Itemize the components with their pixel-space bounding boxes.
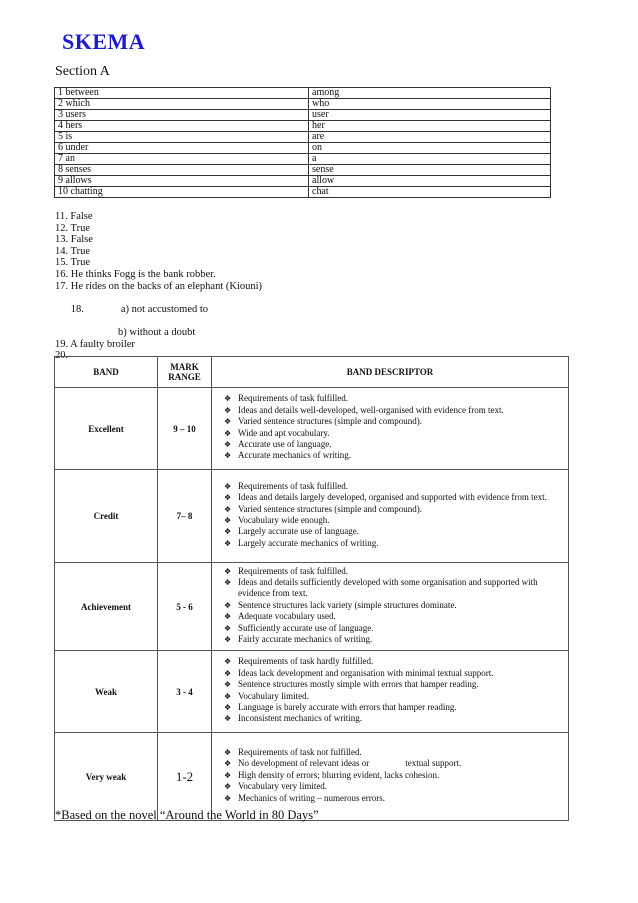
descriptor-item (224, 515, 564, 526)
descriptor-text: Vocabulary wide enough. (238, 515, 330, 525)
mark-range-header-line1: MARK (170, 362, 199, 372)
answer-table-row (55, 88, 551, 99)
answer-original-cell: 3 users (55, 110, 309, 121)
answer-18-a: a) not accustomed to (120, 303, 209, 315)
rubric-table (54, 356, 569, 821)
descriptor-cell (212, 563, 569, 651)
diamond-bullet-icon: ❖ (224, 680, 232, 690)
answer-correction-cell: chat (309, 187, 551, 198)
descriptor-text: Ideas and details largely developed, organised and supported with evidence from text. (238, 492, 547, 503)
mark-range-cell: 9 – 10 (158, 388, 212, 470)
diamond-bullet-icon: ❖ (224, 516, 232, 525)
descriptor-text: Accurate mechanics of writing. (238, 450, 351, 461)
descriptor-text: Inconsistent mechanics of writing. (238, 713, 362, 724)
descriptor-item (224, 481, 564, 492)
answer-original-cell: 1 between (55, 88, 309, 99)
footnote: *Based on the novel “Around the World in 80 Days” (55, 808, 319, 822)
descriptor-text: Varied sentence structures (simple and compound). (238, 416, 422, 427)
answer-18 (55, 292, 262, 327)
descriptor-text: No development of relevant ideas or textual support. (238, 758, 462, 769)
rubric-row (55, 470, 569, 563)
descriptor-item (224, 538, 564, 549)
descriptor-text: Mechanics of writing – numerous errors. (238, 792, 385, 803)
rubric-row (55, 651, 569, 733)
page-title: SKEMA (62, 29, 146, 54)
descriptor-item (224, 504, 564, 515)
band-cell: Excellent (55, 388, 158, 470)
diamond-bullet-icon: ❖ (224, 417, 232, 427)
answer-item: 16. He thinks Fogg is the bank robber. (55, 268, 216, 280)
descriptor-text: Ideas and details well-developed, well-organised with evidence from text. (238, 404, 504, 415)
descriptor-text: Accurate use of language. (238, 438, 332, 449)
answer-correction-cell: are (309, 132, 551, 143)
diamond-bullet-icon: ❖ (224, 538, 232, 548)
descriptor-text: Language is barely accurate with errors that hamper reading. (238, 701, 457, 712)
descriptor-item (224, 439, 564, 450)
diamond-bullet-icon: ❖ (224, 394, 232, 404)
mark-range-header (158, 357, 212, 388)
answer-table-row (55, 110, 551, 121)
diamond-bullet-icon: ❖ (224, 481, 232, 491)
descriptor-text: Requirements of task hardly fulfilled. (238, 656, 374, 667)
diamond-bullet-icon: ❖ (224, 493, 232, 503)
descriptor-item (224, 577, 564, 600)
descriptor-item (224, 566, 564, 577)
answer-table (54, 87, 551, 198)
answer-item: 14. True (55, 245, 91, 257)
answer-item: 17. He rides on the backs of an elephant (Kiouni) (55, 280, 263, 292)
answer-correction-cell: among (309, 88, 551, 99)
diamond-bullet-icon: ❖ (224, 793, 232, 803)
descriptor-text: Wide and apt vocabulary. (238, 427, 330, 438)
descriptor-text: Requirements of task not fulfilled. (238, 746, 362, 757)
answer-list (55, 211, 262, 362)
descriptor-item (224, 428, 564, 439)
descriptor-item (224, 656, 564, 667)
diamond-bullet-icon: ❖ (224, 439, 232, 449)
diamond-bullet-icon: ❖ (224, 577, 232, 587)
descriptor-item (224, 668, 564, 679)
diamond-bullet-icon: ❖ (224, 623, 232, 633)
answer-correction-cell: who (309, 99, 551, 110)
answer-original-cell: 10 chatting (55, 187, 309, 198)
answer-18-b (55, 327, 262, 339)
descriptor-item (224, 691, 564, 702)
answer-correction-cell: allow (309, 176, 551, 187)
diamond-bullet-icon: ❖ (224, 770, 232, 780)
descriptor-cell (212, 651, 569, 733)
section-heading: Section A (55, 64, 110, 79)
descriptor-text: Fairly accurate mechanics of writing. (238, 634, 373, 645)
descriptor-text: Vocabulary limited. (238, 690, 309, 701)
answer-items (55, 211, 262, 292)
descriptor-item (224, 416, 564, 427)
band-cell: Credit (55, 470, 158, 563)
diamond-bullet-icon: ❖ (224, 612, 232, 622)
answer-table-row (55, 176, 551, 187)
rubric-row (55, 563, 569, 651)
answer-table-row (55, 121, 551, 132)
answer-original-cell: 8 senses (55, 165, 309, 176)
band-header: BAND (55, 357, 158, 388)
answer-original-cell: 7 an (55, 154, 309, 165)
diamond-bullet-icon: ❖ (224, 635, 232, 645)
answer-original-cell: 9 allows (55, 176, 309, 187)
descriptor-text: Requirements of task fulfilled. (238, 480, 348, 491)
descriptor-item (224, 611, 564, 622)
mark-range-header-line2: RANGE (168, 372, 201, 382)
descriptor-text: Requirements of task fulfilled. (238, 565, 348, 576)
descriptor-item (224, 623, 564, 634)
diamond-bullet-icon: ❖ (224, 405, 232, 415)
descriptor-text: Ideas lack development and organisation with minimal textual support. (238, 667, 494, 678)
answer-correction-cell: on (309, 143, 551, 154)
diamond-bullet-icon: ❖ (224, 714, 232, 724)
diamond-bullet-icon: ❖ (224, 668, 232, 678)
diamond-bullet-icon: ❖ (224, 657, 232, 667)
mark-range-cell: 3 - 4 (158, 651, 212, 733)
answer-table-row (55, 143, 551, 154)
answer-table-row (55, 132, 551, 143)
answer-correction-cell: a (309, 154, 551, 165)
descriptor-item (224, 702, 564, 713)
answer-correction-cell: user (309, 110, 551, 121)
descriptor-item (224, 679, 564, 690)
mark-range-cell: 5 - 6 (158, 563, 212, 651)
answer-original-cell: 6 under (55, 143, 309, 154)
diamond-bullet-icon: ❖ (224, 451, 232, 461)
descriptor-item (224, 713, 564, 724)
diamond-bullet-icon: ❖ (224, 566, 232, 576)
diamond-bullet-icon: ❖ (224, 527, 232, 537)
diamond-bullet-icon: ❖ (224, 747, 232, 757)
descriptor-text: Largely accurate use of language. (238, 526, 360, 537)
band-cell: Achievement (55, 563, 158, 651)
answer-table-row (55, 154, 551, 165)
diamond-bullet-icon: ❖ (224, 504, 232, 514)
band-cell: Weak (55, 651, 158, 733)
answer-original-cell: 2 which (55, 99, 309, 110)
answer-item: 12. True (55, 222, 91, 234)
descriptor-item (224, 492, 564, 503)
answer-table-row (55, 99, 551, 110)
descriptor-item (224, 758, 564, 769)
answer-item: 15. True (55, 257, 91, 269)
descriptor-text: Adequate vocabulary used. (238, 611, 336, 622)
answer-correction-cell: sense (309, 165, 551, 176)
answer-19: 19. A faulty broiler (55, 338, 135, 350)
descriptor-cell (212, 388, 569, 470)
descriptor-item (224, 405, 564, 416)
descriptor-item (224, 600, 564, 611)
descriptor-item (224, 770, 564, 781)
rubric-row (55, 388, 569, 470)
answer-table-row (55, 165, 551, 176)
descriptor-item (224, 781, 564, 792)
descriptor-text: Requirements of task fulfilled. (238, 393, 348, 404)
answer-18-number: 18. (70, 303, 84, 315)
mark-range-cell: 7– 8 (158, 470, 212, 563)
answer-original-cell: 5 is (55, 132, 309, 143)
descriptor-item (224, 526, 564, 537)
band-cell: Very weak (55, 733, 158, 821)
descriptor-item (224, 450, 564, 461)
descriptor-text: Largely accurate mechanics of writing. (238, 537, 379, 548)
band-descriptor-header: BAND DESCRIPTOR (212, 357, 569, 388)
answer-20: 20. (55, 350, 69, 362)
answer-item: 13. False (55, 234, 93, 246)
descriptor-text: Vocabulary very limited. (238, 781, 328, 792)
answer-table-row (55, 187, 551, 198)
answer-correction-cell: her (309, 121, 551, 132)
diamond-bullet-icon: ❖ (224, 600, 232, 610)
mark-range-cell: 1-2 (158, 733, 212, 821)
diamond-bullet-icon: ❖ (224, 702, 232, 712)
answer-item: 11. False (55, 211, 93, 222)
answer-original-cell: 4 hers (55, 121, 309, 132)
diamond-bullet-icon: ❖ (224, 428, 232, 438)
answer-18-b-text: b) without a doubt (118, 326, 196, 338)
descriptor-item (224, 747, 564, 758)
descriptor-item (224, 393, 564, 404)
descriptor-item (224, 634, 564, 645)
diamond-bullet-icon: ❖ (224, 691, 232, 701)
rubric-header-row (55, 357, 569, 388)
descriptor-item (224, 793, 564, 804)
descriptor-text: Sentence structures mostly simple with errors that hamper reading. (238, 679, 479, 690)
diamond-bullet-icon: ❖ (224, 782, 232, 792)
descriptor-text: Sufficiently accurate use of language. (238, 622, 374, 633)
descriptor-text: Ideas and details sufficiently developed with some organisation and supported with evidence from text. (238, 576, 540, 599)
descriptor-text: High density of errors; blurring evident, lacks cohesion. (238, 769, 440, 780)
descriptor-cell (212, 470, 569, 563)
descriptor-text: Varied sentence structures (simple and compound). (238, 503, 422, 514)
diamond-bullet-icon: ❖ (224, 759, 232, 769)
descriptor-text: Sentence structures lack variety (simple structures dominate. (238, 599, 457, 610)
